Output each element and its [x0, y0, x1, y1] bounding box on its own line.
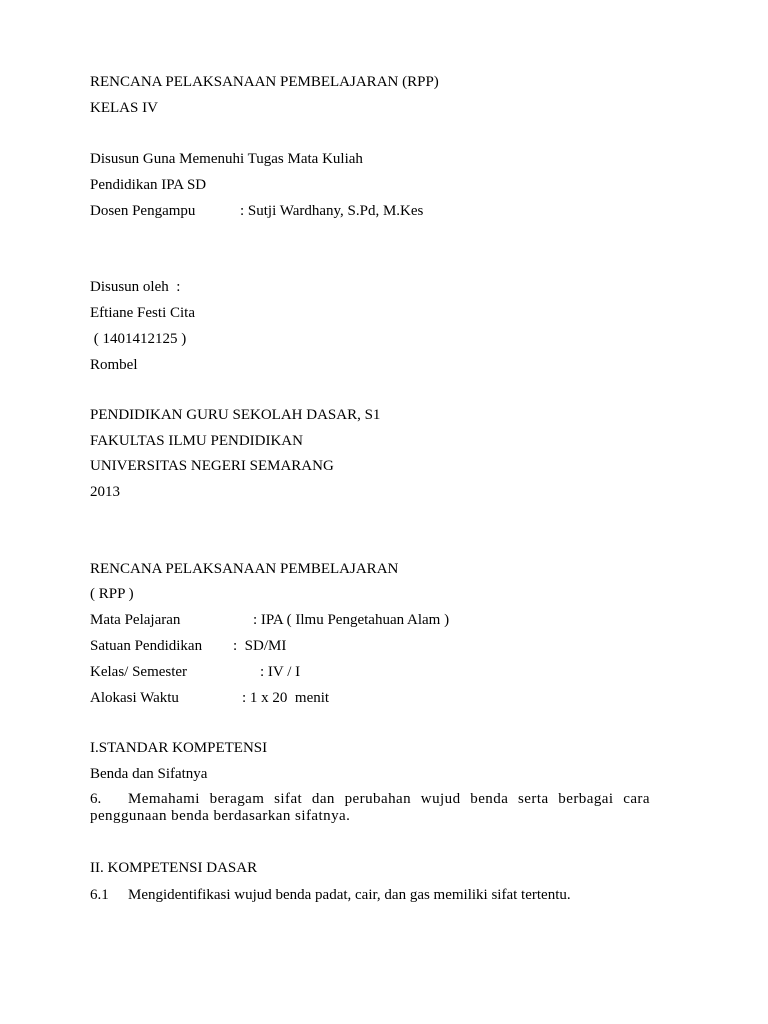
university-name: UNIVERSITAS NEGERI SEMARANG [90, 458, 334, 474]
item-text: Mengidentifikasi wujud benda padat, cair, dan gas memiliki sifat tertentu. [128, 887, 571, 903]
author-rombel: Rombel [90, 357, 138, 373]
course-name: Pendidikan IPA SD [90, 177, 207, 193]
faculty-name: FAKULTAS ILMU PENDIDIKAN [90, 433, 303, 449]
course-purpose: Disusun Guna Memenuhi Tugas Mata Kuliah [90, 151, 363, 167]
field-value: : IV / I [260, 664, 301, 680]
competency-topic: Benda dan Sifatnya [90, 766, 208, 782]
field-value: : 1 x 20 menit [242, 690, 330, 706]
field-value: : IPA ( Ilmu Pengetahuan Alam ) [253, 612, 450, 628]
field-education-unit [90, 636, 286, 656]
study-program: PENDIDIKAN GURU SEKOLAH DASAR, S1 [90, 407, 381, 423]
basic-competency-item [90, 885, 571, 905]
field-class-semester [90, 662, 300, 682]
field-label: Mata Pelajaran [90, 612, 181, 628]
field-subject [90, 610, 449, 630]
lecturer-value: : Sutji Wardhany, S.Pd, M.Kes [240, 203, 424, 219]
field-label: Satuan Pendidikan [90, 638, 203, 654]
item-text: Memahami beragam sifat dan perubahan wujud benda serta berbagai cara penggunaan benda berdasarkan sifatnya. [90, 791, 650, 824]
author-nim: ( 1401412125 ) [90, 331, 187, 347]
competency-standard-item [90, 791, 650, 825]
competency-standard-heading: I.STANDAR KOMPETENSI [90, 740, 268, 756]
field-value: : SD/MI [233, 638, 287, 654]
document-title: RENCANA PELAKSANAAN PEMBELAJARAN (RPP) [90, 74, 439, 90]
item-number: 6. [90, 791, 102, 807]
basic-competency-heading: II. KOMPETENSI DASAR [90, 860, 258, 876]
author-label: Disusun oleh : [90, 279, 181, 295]
item-number: 6.1 [90, 887, 109, 903]
year: 2013 [90, 484, 120, 500]
rpp-abbr: ( RPP ) [90, 586, 134, 602]
rpp-title: RENCANA PELAKSANAAN PEMBELAJARAN [90, 561, 399, 577]
class-label: KELAS IV [90, 100, 158, 116]
author-name: Eftiane Festi Cita [90, 305, 195, 321]
field-time-allocation [90, 688, 329, 708]
field-label: Kelas/ Semester [90, 664, 188, 680]
field-label: Alokasi Waktu [90, 690, 179, 706]
lecturer-line [90, 201, 423, 221]
lecturer-label: Dosen Pengampu [90, 203, 196, 219]
